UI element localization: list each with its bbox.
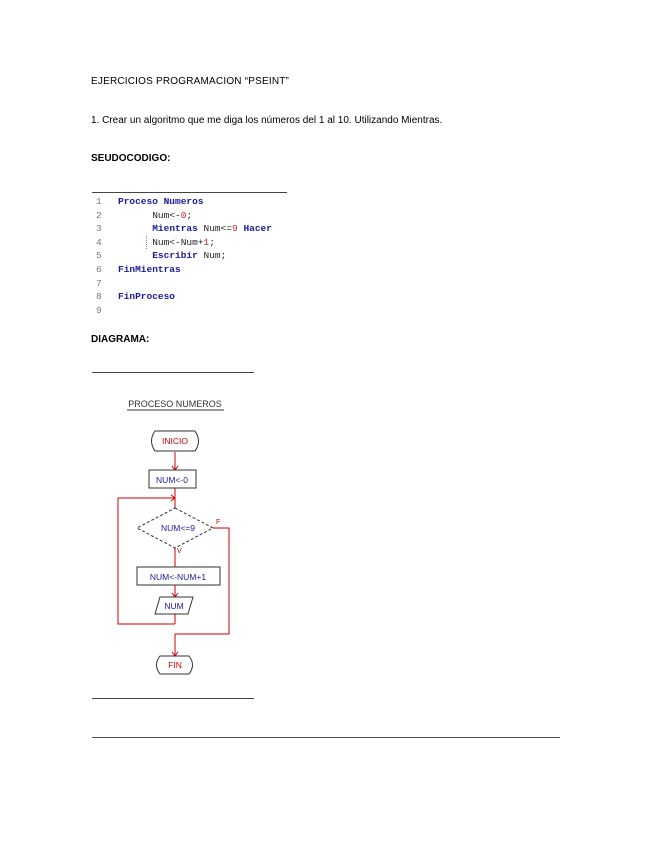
document-title: EJERCICIOS PROGRAMACION “PSEINT” xyxy=(91,76,290,87)
line-number: 2 xyxy=(96,209,102,221)
line-number: 4 xyxy=(96,236,102,248)
increment-label: NUM<-NUM+1 xyxy=(149,572,207,582)
pseudocode-heading: SEUDOCODIGO: xyxy=(91,153,171,164)
code-token: 1 xyxy=(203,236,210,248)
line-number: 8 xyxy=(96,291,102,303)
page-bottom-rule xyxy=(92,737,560,738)
code-token: FinMientras xyxy=(118,263,181,275)
code-token: Num<= xyxy=(197,223,233,235)
code-token: 0 xyxy=(180,209,187,221)
assign-label: NUM<-0 xyxy=(156,475,188,485)
code-token: Hacer xyxy=(237,223,272,235)
line-number: 6 xyxy=(96,263,102,275)
exercise-question: 1. Crear un algoritmo que me diga los números del 1 al 10. Utilizando Mientras. xyxy=(91,115,443,126)
code-token: 9 xyxy=(232,223,238,235)
code-token: Num; xyxy=(197,250,227,262)
line-number: 9 xyxy=(96,304,102,316)
code-token: FinProceso xyxy=(118,291,176,303)
code-token: ; xyxy=(186,209,193,221)
line-number: 3 xyxy=(96,223,102,235)
code-token: Proceso Numeros xyxy=(118,196,204,207)
line-number: 1 xyxy=(96,196,102,207)
output-label: NUM xyxy=(164,601,184,611)
code-token: Num<-Num+ xyxy=(152,236,204,248)
code-token: Mientras xyxy=(152,223,198,235)
code-token: Escribir xyxy=(152,250,198,262)
code-token: ; xyxy=(209,236,215,248)
diagram-heading: DIAGRAMA: xyxy=(91,334,150,345)
line-number: 5 xyxy=(96,250,102,262)
false-label: F xyxy=(216,519,221,526)
code-token: Num<- xyxy=(152,209,181,221)
start-label: INICIO xyxy=(162,436,188,446)
condition-label: NUM<=9 xyxy=(160,523,196,533)
true-label: V xyxy=(177,548,182,555)
diagram-bottom-rule xyxy=(92,698,254,699)
line-number: 7 xyxy=(96,277,102,289)
end-label: FIN xyxy=(168,660,182,670)
flowchart-process-title: PROCESO NUMEROS xyxy=(128,399,222,409)
